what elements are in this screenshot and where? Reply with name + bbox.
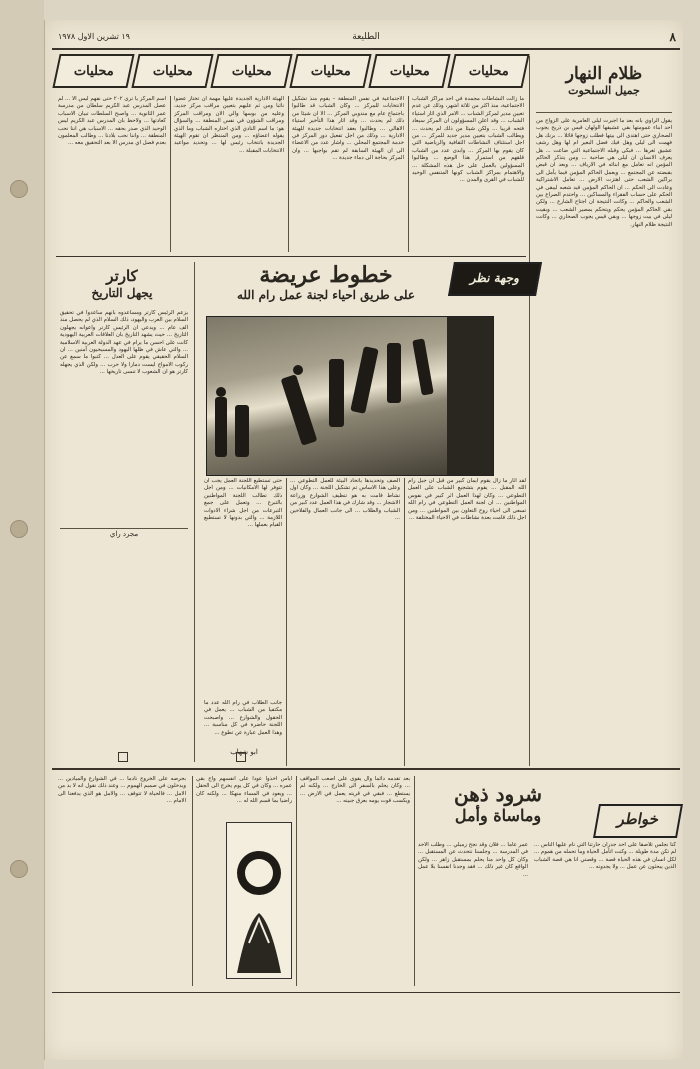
kawatir-title: خواطر (616, 810, 661, 828)
illustration (226, 822, 292, 979)
bottom-column: بعد تقدمه دائما وال يقوى على اصعب المواقف ... وكان يحلم بالسفر الى الخارج ... ولكنه لم يستطع ... فبقي في قريته يعمل في الارض ... ويكسب قوت يومه بعرق جبينه ... (300, 776, 410, 805)
header-rule (52, 48, 680, 50)
photo-figure (216, 387, 226, 397)
photo-figure (281, 374, 318, 446)
shurud-heading (418, 782, 578, 826)
shurud-title: شرود ذهن (454, 782, 542, 806)
illustration-art (227, 823, 291, 978)
divider (404, 478, 405, 766)
shurud-subtitle: وماساة وأمل (454, 806, 542, 825)
viewpoint-tag: وجهة نظر (448, 262, 542, 296)
feature-column: جانب الطلاب في رام الله عدد ما مكتفيا من الشباب ... يعمل في الحقول والشوارع ... واصبحت اللجنة حاضرة في كل مناسبة ... وهذا العمل عبارة عن تطوع ... (204, 700, 282, 736)
divider (408, 96, 409, 252)
bottom-column: كنا نجلس تلاصقا على احد جدران حارتنا التي نام عليها الناس ... لم تكن مدة طويلة ... وكنت اتأمل الحياة وما تحمله من هموم ... لكل انسان في هذه الحياة قصة ... وقصتي انا هي قصة الشباب الذين يبحثون عن عمل ... ولا يجدونه ... (534, 842, 676, 871)
banner-tab: محليات (447, 54, 529, 88)
section-rule (56, 256, 526, 257)
feature-column: حتى تستطيع اللجنة العمل يجب ان تتوفر لها الامكانيات ... ومن اجل ذلك تطالب اللجنة المواطنين بالتبرع ... وتعمل على جمع التبرعات من اجل شراء الادوات اللازمة ... والتي بدونها لا تستطيع القيام بعملها ... (204, 478, 282, 529)
feature-column: الصف وتحديدها باتحاد البيئة للعمل التطوعي ... وعلى هذا الاساس تم تشكيل اللجنة ... وكان اول نشاط قامت به هو تنظيف الشوارع وزراعة الاشجار ... وقد شارك في هذا العمل عدد كبير من الشباب والطلاب ... الى جانب العمال والفلاحين ... (290, 478, 400, 522)
column-divider (194, 262, 195, 762)
news-column: الاجتماعية في نفس المنطقة – يقوم منذ تشكيل الانتخابات للمركز ... وكان الشباب قد طالبوا باجتماع عام مع مندوبي المركز ... الا ان شيئا من ذلك لم يحدث ... وقد اثار هذا التأخير استياء الاهالي ... وطالبوا بعقد انتخابات جديدة للهيئة الادارية ... وذلك من اجل تفعيل دور المركز في خدمة المجتمع المحلي ... واشار عدد من الاعضاء الى ان الهيئة السابقة لم تقم بواجبها ... وان المركز بحاجة الى دماء جديدة ... (292, 96, 404, 162)
binding-hole (10, 860, 28, 878)
news-column: الهيئة الادارية الجديدة عليها مهمة ان تختار عضوا نائبا ومن ثم عليهم بتعيين مراقب مركز جديد، وعليه من بوسها والي الان ومراقب المركز ومراقب الشؤون في نفس المنطقة ... والسؤال هو: ما اسم النادي الذي اختاره الشباب وما الذي يقوله اعضاؤه ... ومن المنتظر ان تقوم الهيئة الجديدة بانتخاب رئيس لها ... وتحديد مواعيد الانتخابات المقبلة ... (174, 96, 284, 154)
banner-tab: محليات (131, 54, 213, 88)
issue-date: ١٩ تشرين الاول ١٩٧٨ (58, 32, 130, 41)
news-column: ما زالت النشاطات مجمدة في احد مراكز الشباب الاجتماعية، منذ اكثر من ثلاثة اشهر، وذلك عن عدم تعيين مدير لمركز الشباب ... الامر الذي اثار استياء الشباب ... وقد اعلن المسؤولون ان المركز سيعاد فتحه قريبا ... ولكن شيئا من ذلك لم يحدث ... ويطالب الشباب بتعيين مدير جديد للمركز ... من اجل استئناف النشاطات الثقافية والرياضية التي كان يقوم بها المركز ... وابدى عدد من الشباب قلقهم من استمرار هذا الوضع ... وطالبوا المسؤولين بالعمل على حل هذه المشكلة ... والاهتمام بمراكز الشباب كونها المتنفس الوحيد للشباب في القرى والمدن ... (412, 96, 524, 184)
carter-body: يزعم الرئيس كارتر ومساعدوه بانهم ساعدوا في تحقيق السلام بين العرب واليهود، ذلك السلام الذي لم يحصل منذ الف عام ... ويدعي ان الرئيس كارتر واعوانه يجهلون التاريخ ... حيث يشهد التاريخ بان العلاقات العربية اليهودية كانت على احسن ما يرام في عهد الدولة العربية الاسلامية ... والتي عاش في ظلها اليهود والمسيحيون آمنين ... ان السلام الحقيقي يقوم على العدل ... كتبوا ما سمع عن ركوب الامواج ليست دمارا ولا حرب ... ولكن الذي يجهله كارتر هو ان الشعوب لا تنسى تاريخها ... (60, 310, 188, 376)
column-heading (534, 64, 674, 97)
kawatir-box (593, 804, 683, 838)
bottom-column: بحرصه على الخروج نادما ... في الشوارع والميادين ... ويدخلون في صميم الهموم ... وعند ذلك نقول انه لا بد من الامل ... فالحياة لا تتوقف ... والامل هو الذي يدفعنا الى الامام ... (58, 776, 186, 805)
feature-photo (206, 316, 494, 476)
carter-heading (58, 266, 186, 300)
photo-shadow (447, 317, 493, 475)
bottom-column: اياس اخذوا عودا على انفسهم واح بقي عمره ... وكان في كل يوم يخرج الى الحقل ... ويعود في المساء منهكا ... ولكنه كان راضيا بما قسم الله له ... (196, 776, 292, 805)
publication-name: الطليعة (352, 32, 380, 42)
binding-margin (0, 0, 44, 1069)
column-author: جميل السلحوت (568, 84, 640, 97)
section-rule (52, 768, 680, 770)
banner-tab: محليات (52, 54, 134, 88)
carter-title: كارتر (106, 267, 138, 285)
photo-figure (235, 405, 249, 457)
photo-figure (412, 338, 434, 395)
banner-tab: محليات (289, 54, 371, 88)
feature-column: لقد اثار ما زال يقوم ايمان كبير من قبل ان جيل رام الله المقبل ... يقوم بتشجيع الشباب على العمل التطوعي ... وكان لهذا العمل اثر كبير في نفوس المواطنين ... ان لجنة العمل التطوعي في رام الله تسعى الى احياء روح التعاون بين المواطنين ... ومن اجل ذلك قامت بعدة نشاطات في الاحياء المختلفة ... (408, 478, 526, 522)
divider (192, 776, 193, 986)
binding-hole (10, 180, 28, 198)
divider (60, 528, 188, 529)
feature-heading (206, 262, 446, 302)
page-header (52, 30, 680, 48)
photo-figure (387, 343, 401, 403)
photo-figure (215, 397, 227, 457)
photo-figure (293, 365, 303, 375)
divider (286, 478, 287, 766)
divider (296, 776, 297, 986)
column-title: ظلام النهار (565, 64, 643, 84)
bottom-column (196, 822, 222, 982)
divider (170, 96, 171, 252)
carter-subtitle: يجهل التاريخ (91, 286, 153, 300)
bottom-column: عمر عاما ... فلان وقد نجح زميلي ... وطلب الاحد في المدرسة ... وجلسنا نتحدث عن المستقبل ... وكان كل واحد منا يحلم بمستقبل زاهر ... ولكن الواقع كان غير ذلك ... فقد وجدنا انفسنا بلا عمل ... (418, 842, 528, 878)
end-mark (236, 752, 246, 762)
divider (414, 776, 415, 986)
opinion-note: مجرد راي (109, 530, 139, 538)
divider (536, 112, 672, 113)
divider (288, 96, 289, 252)
banner-tab: محليات (368, 54, 450, 88)
end-mark (118, 752, 128, 762)
banner-tab: محليات (210, 54, 292, 88)
page-number: ٨ (669, 30, 676, 44)
signature: ابو شهاب (230, 748, 258, 756)
section-banner (56, 54, 526, 88)
footer-rule (52, 992, 680, 993)
news-column: اسم المركز يا ترى ٢٠٢ حتى نفهم ليس الا ... لم عصل المدرس عبد الكريم سلطان من مدرسة عمر الثانوية ... واصبح السلطات تبيان الاسباب كعادتها ... ولاحظ بان المدرس عبد الكريم ليس الوحيد الذي صدر بحقه ... الاسباب هي اننا نحب المنطقة ... واننا نحب بلادنا ... وطالب المعلمون بعدم فصل اي مدرس الا بعد التحقيق معه ... (58, 96, 166, 147)
feature-title: خطوط عريضة (259, 262, 393, 288)
binding-hole (10, 520, 28, 538)
photo-figure (350, 346, 378, 414)
column-body: يقول الراوي بانه بعد ما اجبرت ليلى العامرية على الزواج من احد ابناء عمومتها بقي عشيقها الولهان قيس بن ذريح يجوب الصحاري حتى اهتدى الى بيتها فطلب زوجها قائلا ... برنك هل فهمت الى ليلى وهل فيك فضل البعير ام لها وهل رشف عشيق ثغرها ... فبكى وقبله الاجتماعية التي ضاعت ... هل يعرف الانسان ان ليلى هي صاحبة ... ومن يتذكر الحاكم المؤمن انه تعامل مع ابنائه في الارياف ... وبعد ان قبض بقبضته عن المجتمع ... ويعمل الحاكم المؤمن فيما يأمل الى براكين الشعب حتى اهتزت الارض ... تعامل الاشتراكية وعادت الى الحكم ... ان الحاكم المؤمن قيد شعبه ليبقى في الحكم على حساب الفقراء والمساكين ... واحتدم الصراع بين الشعب والحاكم ... وكانت النتيجة ان اجتاح الشارع ... ولكن بقي الحاكم المؤمن يحكم ويتحكم بمصير الشعب ... وبقيت ليلى في بيت زوجها ... وبقي قيس يجوب الصحاري ... وكانت النتيجة ظلام النهار. (536, 118, 672, 228)
column-divider (529, 56, 530, 766)
photo-figure (329, 359, 344, 427)
feature-subtitle: على طريق احياء لجنة عمل رام الله (237, 288, 415, 302)
